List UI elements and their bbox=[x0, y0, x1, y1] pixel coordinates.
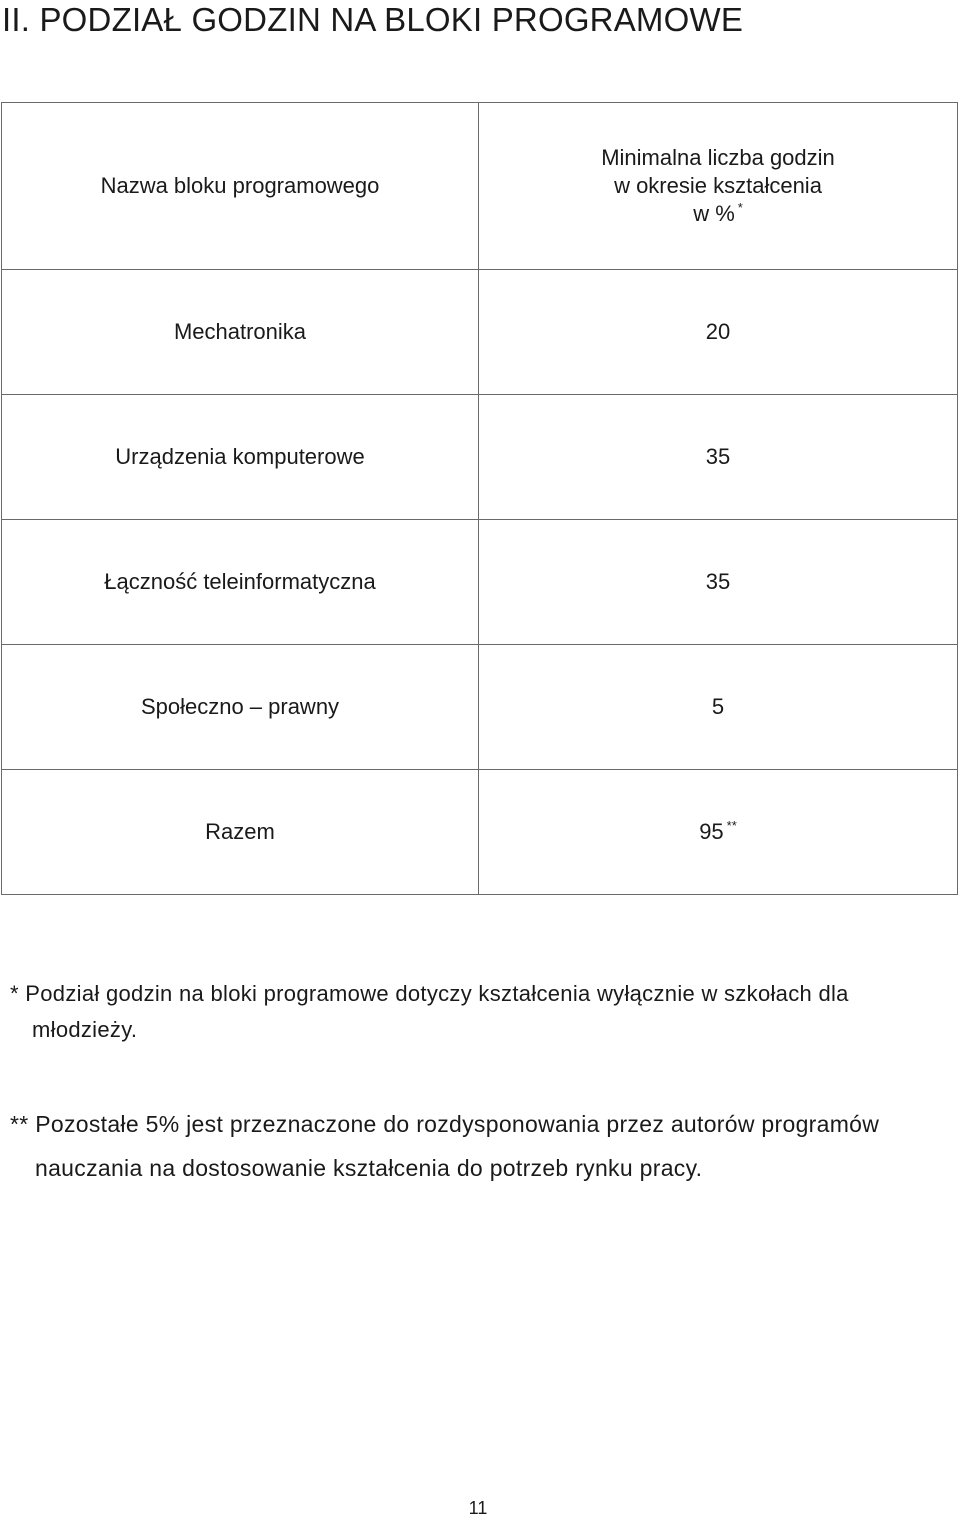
block-name-cell: Łączność teleinformatyczna bbox=[2, 520, 479, 645]
page-number: 11 bbox=[468, 1498, 488, 1518]
block-name-cell: Mechatronika bbox=[2, 270, 479, 395]
header-block-name bbox=[2, 103, 479, 270]
header-min-hours-line-1: Minimalna liczba godzin bbox=[601, 145, 835, 170]
table-header-row bbox=[2, 103, 958, 270]
header-min-hours-line-3 bbox=[479, 200, 957, 228]
table-row bbox=[2, 395, 958, 520]
footnote-2 bbox=[10, 1102, 955, 1190]
header-min-hours bbox=[479, 103, 958, 270]
footnote-2-line-1: Pozostałe 5% jest przeznaczone do rozdysponowania przez autorów programów bbox=[35, 1111, 880, 1137]
table-total-row bbox=[2, 770, 958, 895]
section-heading: II. PODZIAŁ GODZIN NA BLOKI PROGRAMOWE bbox=[2, 1, 744, 38]
block-value-cell: 20 bbox=[479, 270, 958, 395]
header-min-hours-unit: w % bbox=[693, 201, 735, 226]
block-value-cell: 35 bbox=[479, 395, 958, 520]
block-name-cell: Społeczno – prawny bbox=[2, 645, 479, 770]
footnote-2-line-2: nauczania na dostosowanie kształcenia do potrzeb rynku pracy. bbox=[35, 1155, 703, 1181]
total-value: 95 bbox=[699, 819, 724, 844]
footnote-marker-single: * bbox=[737, 200, 743, 215]
table-row bbox=[2, 270, 958, 395]
table-row bbox=[2, 520, 958, 645]
table-row bbox=[2, 645, 958, 770]
footnote-marker-double: ** bbox=[726, 818, 737, 833]
total-name-cell: Razem bbox=[2, 770, 479, 895]
footnote-1-mark: * bbox=[10, 981, 19, 1006]
footnote-1-line-1: Podział godzin na bloki programowe dotyczy kształcenia wyłącznie w szkołach dla bbox=[25, 981, 849, 1006]
block-name-cell: Urządzenia komputerowe bbox=[2, 395, 479, 520]
program-blocks-table bbox=[1, 102, 958, 895]
footnote-2-mark: ** bbox=[10, 1111, 29, 1137]
block-value-cell: 5 bbox=[479, 645, 958, 770]
footnote-1-line-2: młodzieży. bbox=[32, 1017, 138, 1042]
header-min-hours-line-2: w okresie kształcenia bbox=[614, 173, 822, 198]
total-value-cell bbox=[479, 770, 958, 895]
header-block-name-label: Nazwa bloku programowego bbox=[100, 173, 380, 198]
block-value-cell: 35 bbox=[479, 520, 958, 645]
footnote-1 bbox=[10, 976, 955, 1048]
